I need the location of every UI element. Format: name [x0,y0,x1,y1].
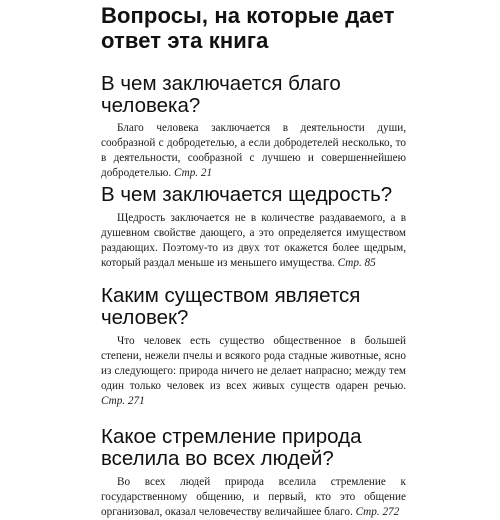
answer-paragraph [101,475,406,520]
question-heading: В чем заключается благо человека? [101,72,341,117]
question-heading: В чем заключается щедрость? [101,183,393,206]
answer-text: Щедрость заключается не в количестве раздаваемого, а в душевном свойстве дающего, а это определяется имуществом раздающих. Поэтому-то из двух тот окажется более щедрым, который раздал меньше из меньшего имущества. [101,212,406,269]
page-reference: Стр. 21 [174,167,213,179]
question-heading: Какое стремление природа вселила во всех людей? [101,425,362,470]
book-page [101,0,406,520]
answer-paragraph [101,211,406,271]
answer-text: Что человек есть существо общественное в большей степени, нежели пчелы и всякого рода стадные животные, ясно из следующего: природа ничего не делает напрасно; между тем один только человек из всех живых существ одарен речью. [101,335,406,392]
page-title: Вопросы, на которые дает ответ эта книга [101,3,395,53]
page-reference: Стр. 271 [101,395,145,407]
answer-text: Благо человека заключается в деятельности души, сообразной с добродетелью, а если добродетелей несколько, то в деятельности, сообразной с лучшею и совершеннейшею добродетелью. [101,122,406,179]
page-reference: Стр. 85 [337,257,376,269]
answer-paragraph [101,121,406,181]
page-reference: Стр. 272 [355,506,400,518]
answer-paragraph [101,334,406,409]
question-heading: Каким существом является человек? [101,284,361,329]
answer-text: Во всех людей природа вселила стремление к государственному общению, и первый, кто это общение организовал, оказал человечеству величайшее благо. [101,476,406,518]
